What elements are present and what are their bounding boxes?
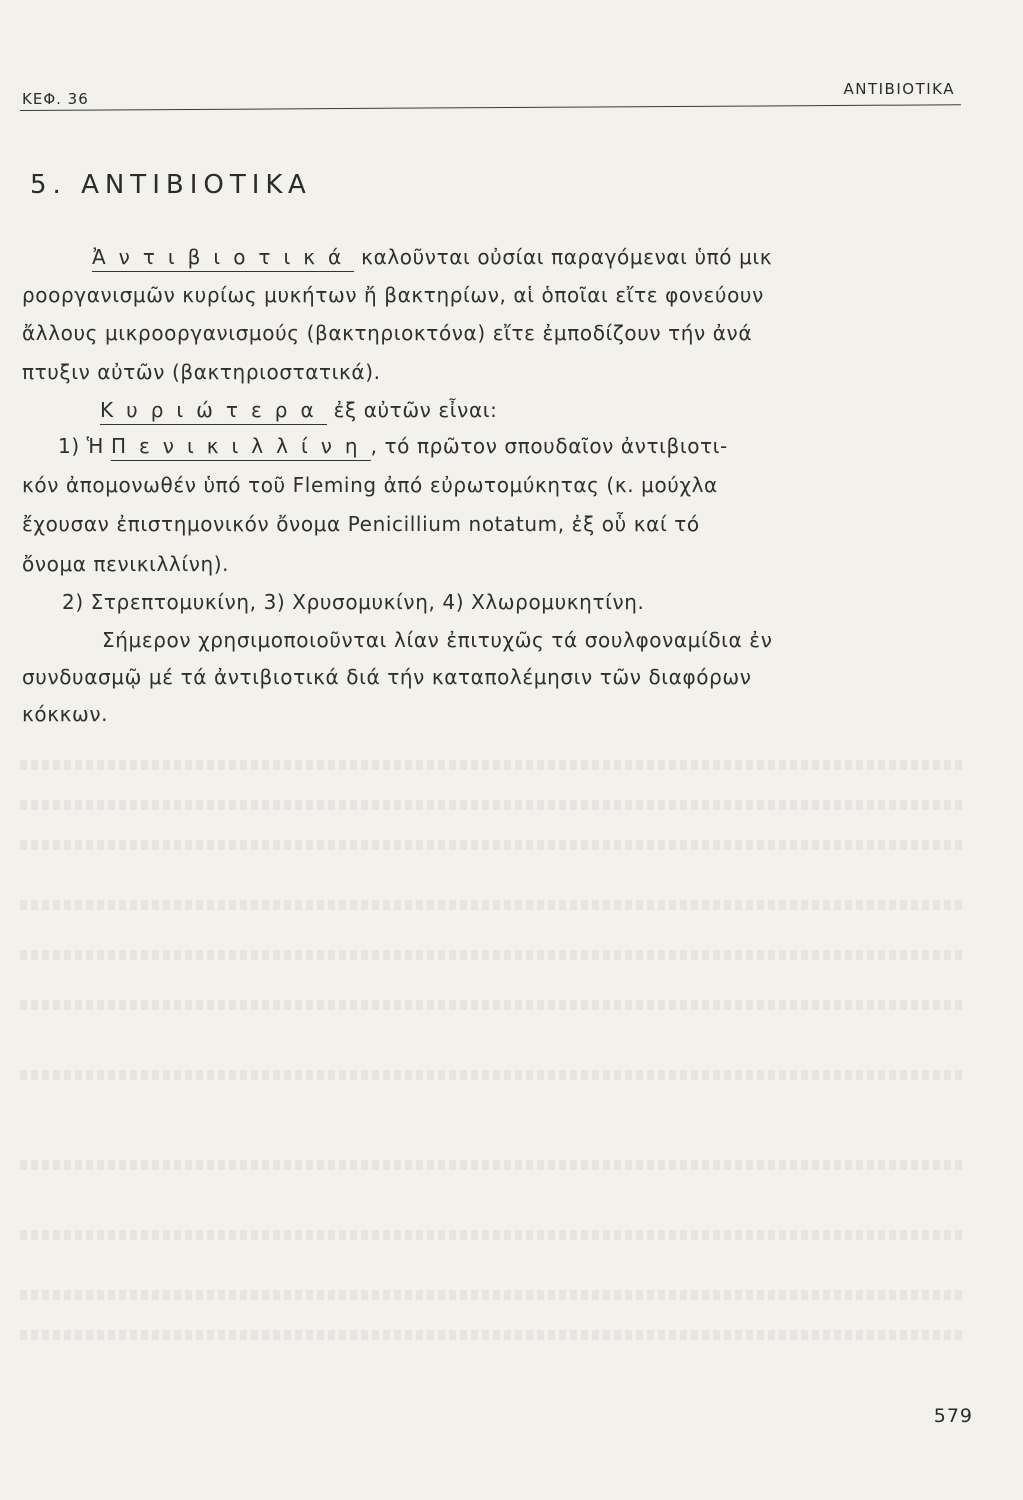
item-1-line-4: ὄνομα πενικιλλίνη). [22,552,230,576]
page-number: 579 [933,1405,973,1427]
term-antibiotics: Ἀντιβιοτικά [92,245,354,272]
bleed-through-line [20,950,963,960]
chapter-label: ΚΕΦ. 36 [22,90,89,108]
bleed-through-line [20,840,963,850]
section-title: 5. ANTIBIOTIKA [30,170,312,200]
item-1-line-1-text: , τό πρῶτον σπουδαῖον ἀντιβιοτι- [370,434,728,458]
paragraph-1-line-2: ροοργανισμῶν κυρίως μυκήτων ἤ βακτηρίων, αἱ ὁποῖαι εἴτε φονεύουν [22,283,764,307]
header-rule [20,104,961,111]
paragraph-1-line-1 [92,245,772,269]
paragraph-1-line-3: ἄλλους μικροοργανισμούς (βακτηριοκτόνα) εἴτε ἐμποδίζουν τήν ἀνά [22,321,753,345]
item-1-line-1 [58,434,728,458]
main-heading [100,398,497,422]
paragraph-1-line-1-text: καλοῦνται οὐσίαι παραγόμεναι ὑπό μικ [354,245,773,269]
main-heading-text: ἐξ αὐτῶν εἶναι: [326,398,498,422]
bleed-through-line [20,760,963,770]
item-1-line-2: κόν ἀπομονωθέν ὑπό τοῦ Fleming ἀπό εὐρωτομύκητας (κ. μούχλα [22,473,718,497]
bleed-through-line [20,1000,963,1010]
final-paragraph-line-2: συνδυασμῷ μέ τά ἀντιβιοτικά διά τήν καταπολέμησιν τῶν διαφόρων [22,665,752,689]
bleed-through-line [20,1160,963,1170]
item-1-prefix: 1) Ἡ [58,434,111,458]
term-main: Κυριώτερα [100,398,327,425]
paragraph-1-line-4: πτυξιν αὐτῶν (βακτηριοστατικά). [22,360,381,384]
bleed-through-line [20,1070,963,1080]
bleed-through-line [20,1230,963,1240]
running-title: ANTIBIOTIKA [843,80,955,98]
final-paragraph-line-1: Σήμερον χρησιμοποιοῦνται λίαν ἐπιτυχῶς τά σουλφοναμίδια ἐν [102,628,773,652]
term-penicillin: Πενικιλλίνη [111,434,371,461]
bleed-through-line [20,900,963,910]
bleed-through-line [20,800,963,810]
bleed-through-line [20,1290,963,1300]
item-1-line-3: ἔχουσαν ἐπιστημονικόν ὄνομα Penicillium notatum, ἐξ οὗ καί τό [22,512,700,536]
items-2-4-line: 2) Στρεπτομυκίνη, 3) Χρυσομυκίνη, 4) Χλωρομυκητίνη. [62,590,645,614]
final-paragraph-line-3: κόκκων. [22,702,109,726]
bleed-through-line [20,1330,963,1340]
